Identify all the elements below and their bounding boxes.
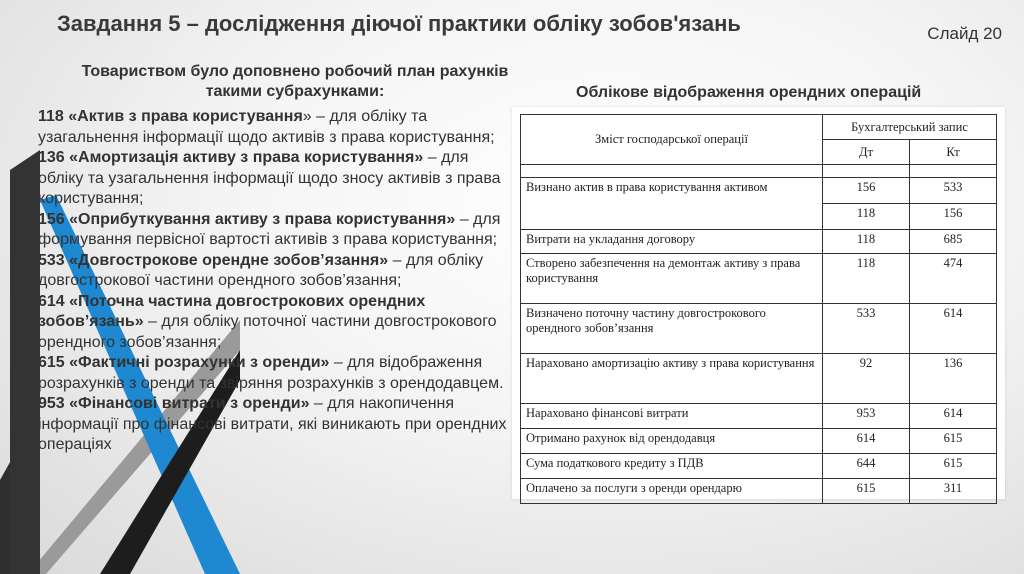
operation-cell: Отримано рахунок від орендодавця bbox=[521, 429, 823, 454]
table-row bbox=[521, 454, 997, 479]
list-item bbox=[38, 353, 518, 394]
table-row bbox=[521, 230, 997, 254]
operation-cell: Визначено поточну частину довгострокового орендного зобов’язання bbox=[521, 304, 823, 354]
table-row bbox=[521, 479, 997, 504]
kt-cell: 156 bbox=[910, 204, 997, 230]
table-row bbox=[521, 178, 997, 204]
subaccount-name: 533 «Довгострокове орендне зобов’язання» bbox=[38, 251, 389, 269]
table-spacer-row bbox=[521, 165, 997, 178]
subaccount-description: – для обліку поточної частини довгострокового орендного зобов’язання; bbox=[38, 313, 497, 351]
dt-cell: 92 bbox=[823, 354, 910, 404]
table-row bbox=[521, 354, 997, 404]
kt-cell: 136 bbox=[910, 354, 997, 404]
subaccount-name: 136 «Амортизація активу з права користування» bbox=[38, 149, 424, 166]
table-row bbox=[521, 254, 997, 304]
column-header-operation: Зміст господарської операції bbox=[521, 115, 823, 165]
dt-cell: 533 bbox=[823, 304, 910, 354]
dt-cell: 118 bbox=[823, 204, 910, 230]
kt-cell: 474 bbox=[910, 254, 997, 304]
table-image-frame bbox=[512, 107, 1005, 499]
operation-cell: Визнано актив в права користування активом bbox=[521, 178, 823, 230]
list-item bbox=[38, 292, 518, 354]
kt-cell: 615 bbox=[910, 429, 997, 454]
operation-cell: Нараховано амортизацію активу з права користування bbox=[521, 354, 823, 404]
subaccount-name: 953 «Фінансові витрати з оренди» bbox=[38, 395, 310, 412]
operation-cell: Нараховано фінансові витрати bbox=[521, 404, 823, 429]
operation-cell: Оплачено за послуги з оренди орендарю bbox=[521, 479, 823, 504]
column-header-dt: Дт bbox=[823, 140, 910, 165]
intro-text: Товариством було доповнено робочий план рахунків такими субрахунками: bbox=[81, 63, 509, 100]
subaccount-name: 615 «Фактичні розрахунки з оренди» bbox=[38, 354, 330, 371]
list-item bbox=[38, 251, 518, 292]
subaccount-list bbox=[38, 107, 518, 456]
dt-cell: 615 bbox=[823, 479, 910, 504]
kt-cell: 614 bbox=[910, 304, 997, 354]
kt-cell: 614 bbox=[910, 404, 997, 429]
slide-title: Завдання 5 – дослідження діючої практики обліку зобов'язань bbox=[57, 11, 741, 36]
table-header-row bbox=[521, 115, 997, 140]
dt-cell: 644 bbox=[823, 454, 910, 479]
kt-cell: 615 bbox=[910, 454, 997, 479]
list-item bbox=[38, 210, 518, 251]
dt-cell: 953 bbox=[823, 404, 910, 429]
kt-cell: 685 bbox=[910, 230, 997, 254]
kt-cell: 533 bbox=[910, 178, 997, 204]
table-row bbox=[521, 404, 997, 429]
subaccount-description: – для обліку довгострокової частини орендного зобов’язання; bbox=[38, 251, 484, 289]
operation-cell: Створено забезпечення на демонтаж активу з права користування bbox=[521, 254, 823, 304]
subaccount-name: 614 «Поточна частина довгострокових орендних зобов’язань» bbox=[38, 292, 426, 330]
table-row bbox=[521, 429, 997, 454]
operation-cell: Сума податкового кредиту з ПДВ bbox=[521, 454, 823, 479]
column-header-entry: Бухгалтерський запис bbox=[823, 115, 997, 140]
list-item bbox=[38, 148, 518, 210]
subaccount-description: – для відображення розрахунків з оренди та звіряння розрахунків з орендодавцем. bbox=[38, 354, 504, 392]
operation-cell: Витрати на укладання договору bbox=[521, 230, 823, 254]
operations-table bbox=[520, 114, 997, 504]
dt-cell: 118 bbox=[823, 230, 910, 254]
table-row bbox=[521, 304, 997, 354]
subaccount-description: – для накопичення інформації про фінансові витрати, які виникають при орендних операціях bbox=[38, 395, 507, 453]
dt-cell: 156 bbox=[823, 178, 910, 204]
subaccount-name: 118 «Актив з права користування bbox=[38, 108, 303, 125]
list-item bbox=[38, 107, 518, 148]
list-item bbox=[38, 394, 518, 456]
subaccount-description: – для обліку та узагальнення інформації щодо зносу активів з права користування; bbox=[38, 149, 501, 207]
table-title: Облікове відображення орендних операцій bbox=[576, 84, 922, 101]
subaccount-description: » – для обліку та узагальнення інформації щодо активів з права користування; bbox=[38, 108, 495, 146]
subaccount-name: 156 «Оприбуткування активу з права користування» bbox=[38, 210, 456, 228]
stripe-dark bbox=[10, 150, 40, 574]
dt-cell: 118 bbox=[823, 254, 910, 304]
kt-cell: 311 bbox=[910, 479, 997, 504]
slide-number: Слайд 20 bbox=[927, 24, 1002, 43]
dt-cell: 614 bbox=[823, 429, 910, 454]
subaccount-description: – для формування первісної вартості активів з права користування; bbox=[38, 210, 501, 248]
column-header-kt: Кт bbox=[910, 140, 997, 165]
